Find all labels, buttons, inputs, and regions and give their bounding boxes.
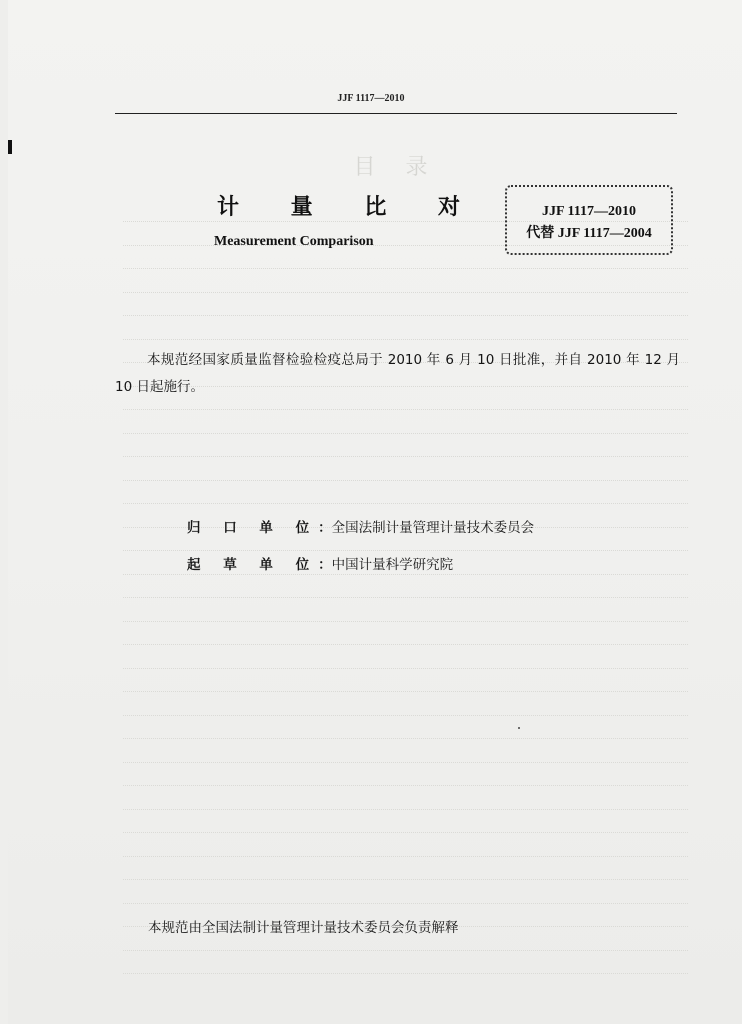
standard-code-current: JJF 1117—2010: [542, 204, 636, 219]
scan-speck: [518, 727, 520, 729]
drafting-unit-row: 起 草 单 位：中国计量科学研究院: [187, 557, 454, 573]
document-page: [8, 0, 742, 1024]
responsible-unit-value: 全国法制计量管理计量技术委员会: [331, 520, 535, 536]
approval-statement: 本规范经国家质量监督检验检疫总局于 2010 年 6 月 10 日批准，并自 2010 年 12 月 10 日起施行。: [115, 352, 680, 395]
document-title-chinese: 计 量 比 对: [217, 195, 482, 220]
drafting-unit-label: 起 草 单 位: [187, 557, 319, 573]
responsible-unit-row: 归 口 单 位：全国法制计量管理计量技术委员会: [187, 520, 535, 536]
header-rule: [115, 113, 677, 114]
running-header-code: JJF 1117—2010: [337, 93, 405, 104]
standard-code-box: [505, 185, 673, 255]
document-title-english: Measurement Comparison: [214, 234, 374, 249]
responsible-unit-label: 归 口 单 位: [187, 520, 319, 536]
reverse-side-bleed: 目录: [123, 150, 688, 975]
binding-mark: [8, 140, 12, 154]
standard-code-replaces: 代替 JJF 1117—2004: [526, 226, 652, 241]
drafting-unit-value: 中国计量科学研究院: [331, 557, 454, 573]
interpretation-note: 本规范由全国法制计量管理计量技术委员会负责解释: [148, 920, 459, 936]
